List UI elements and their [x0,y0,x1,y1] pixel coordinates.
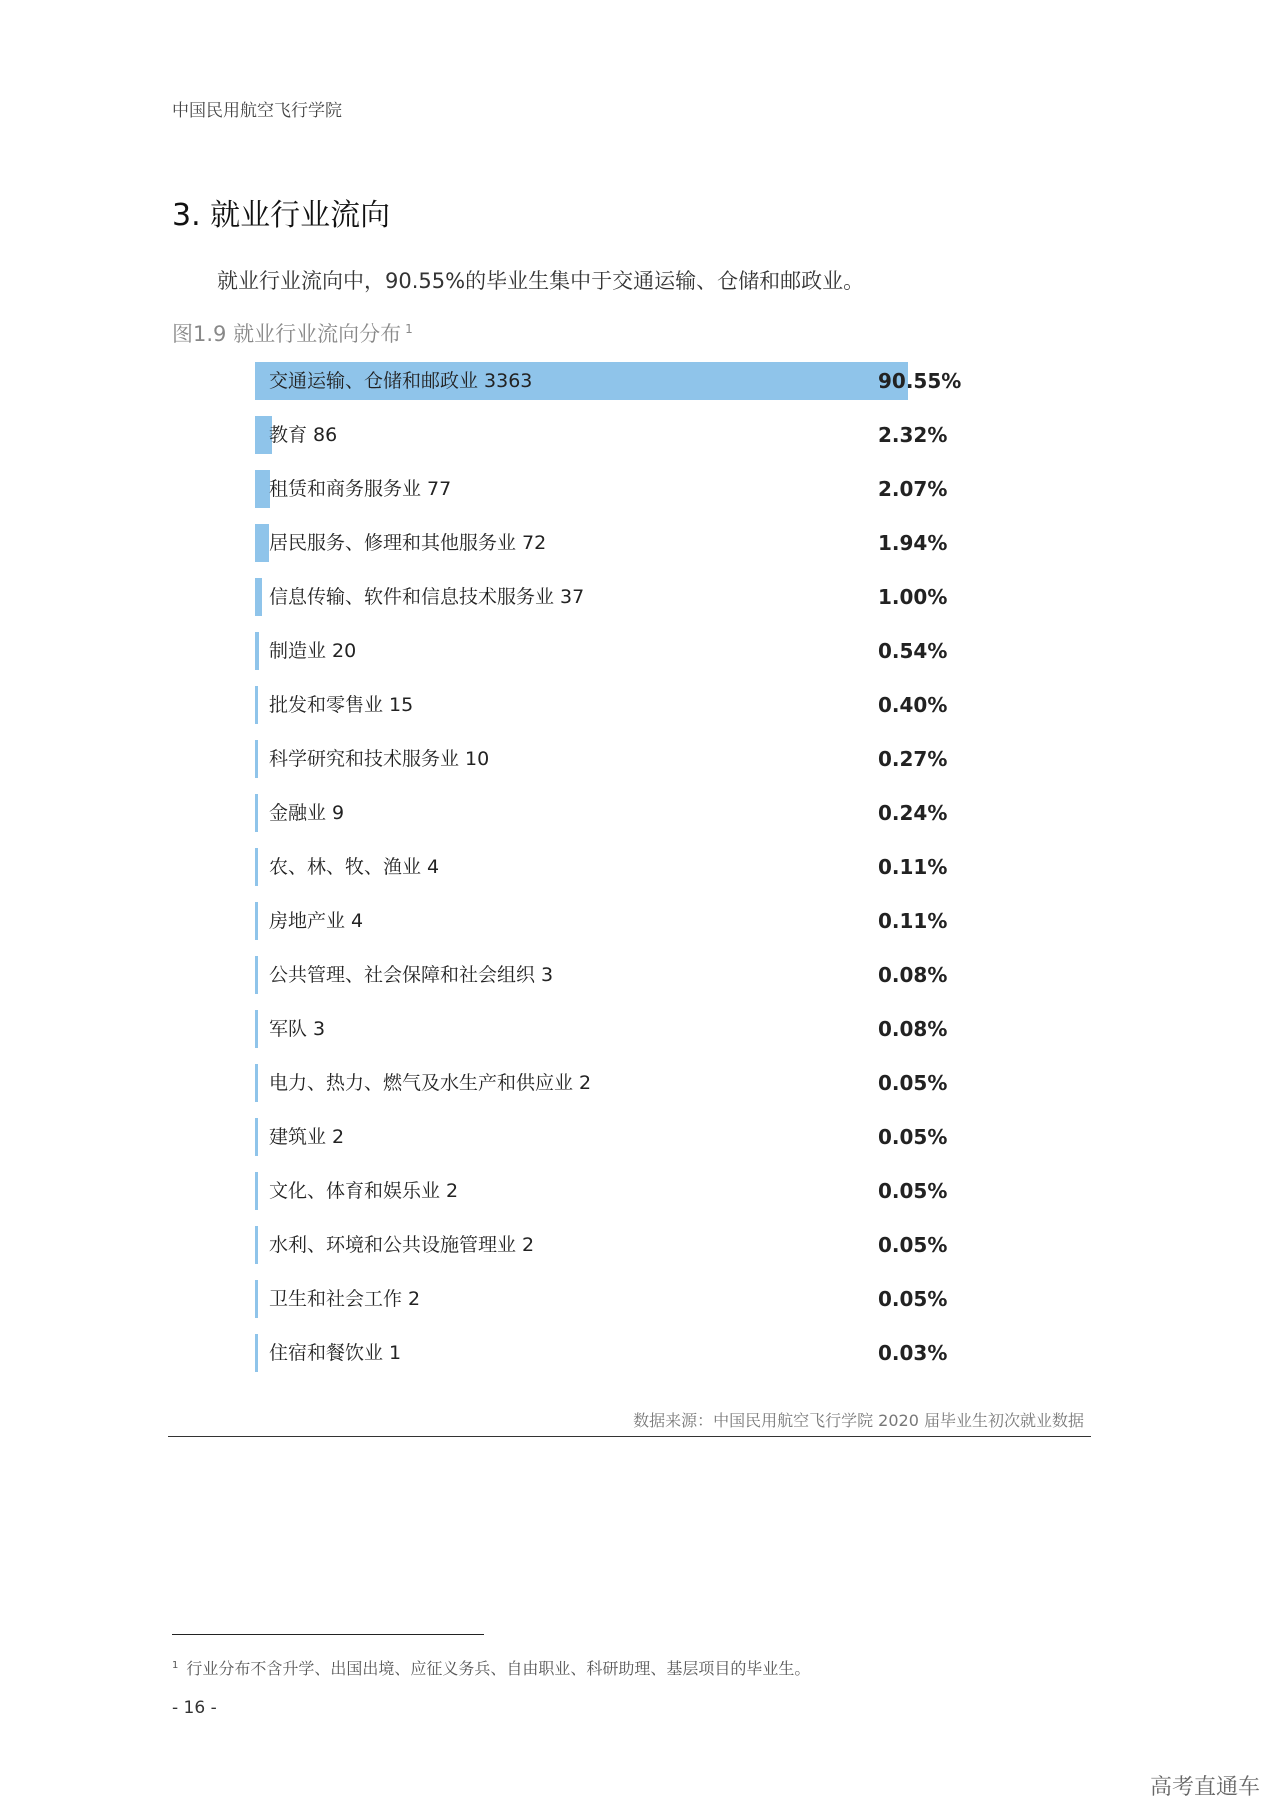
bar-percentage: 0.05% [878,1125,948,1149]
chart-row [250,1280,1010,1318]
bar [255,1226,258,1264]
bar [255,902,258,940]
bar [255,524,269,562]
bar-label: 水利、环境和公共设施管理业 2 [269,1234,535,1256]
chart-row [250,470,1010,508]
bar [255,578,262,616]
bar-label: 建筑业 2 [269,1126,345,1148]
bar-label: 电力、热力、燃气及水生产和供应业 2 [269,1072,592,1094]
bar-label: 制造业 20 [269,640,357,662]
footnote-text: 行业分布不含升学、出国出境、应征义务兵、自由职业、科研助理、基层项目的毕业生。 [186,1659,811,1678]
bar-percentage: 1.94% [878,531,948,555]
bar-label: 信息传输、软件和信息技术服务业 37 [269,586,585,608]
bar [255,1118,258,1156]
chart-row [250,362,1010,400]
section-title: 3. 就业行业流向 [172,198,391,233]
bar [255,1010,258,1048]
bar-label: 金融业 9 [269,802,345,824]
bar-percentage: 0.05% [878,1233,948,1257]
bar [255,1334,258,1372]
bar-percentage: 0.05% [878,1071,948,1095]
chart-row [250,632,1010,670]
bar-label: 住宿和餐饮业 1 [269,1342,402,1364]
bar-label: 公共管理、社会保障和社会组织 3 [269,964,554,986]
watermark: 高考直通车 [1149,1775,1260,1800]
bar-percentage: 1.00% [878,585,948,609]
chart-row [250,794,1010,832]
bar-percentage: 0.11% [878,855,948,879]
bar-percentage: 0.05% [878,1287,948,1311]
bar [255,686,258,724]
chart-row [250,524,1010,562]
bar-label: 居民服务、修理和其他服务业 72 [269,532,547,554]
bar-label: 批发和零售业 15 [269,694,414,716]
bar [255,470,270,508]
bar-percentage: 0.24% [878,801,948,825]
chart-row [250,956,1010,994]
chart-row [250,1118,1010,1156]
figure-footnote-ref: 1 [405,322,413,336]
chart-row [250,848,1010,886]
bar-percentage: 0.54% [878,639,948,663]
chart-row [250,1064,1010,1102]
bar-percentage: 0.05% [878,1179,948,1203]
chart-row [250,902,1010,940]
chart-row [250,1334,1010,1372]
bar-percentage: 2.32% [878,423,948,447]
bar-label: 文化、体育和娱乐业 2 [269,1180,459,1202]
bar [255,740,258,778]
page-number: - 16 - [172,1698,217,1718]
bar-percentage: 0.11% [878,909,948,933]
figure-caption [172,318,413,348]
bar-label: 卫生和社会工作 2 [269,1288,421,1310]
footnote-mark: 1 [172,1659,179,1671]
figure-caption-text: 图1.9 就业行业流向分布 [172,322,402,346]
intro-paragraph: 就业行业流向中，90.55%的毕业生集中于交通运输、仓储和邮政业。 [217,269,865,293]
bar-percentage: 2.07% [878,477,948,501]
chart-row [250,416,1010,454]
chart-row [250,1010,1010,1048]
bar [255,1064,258,1102]
bar [255,632,259,670]
footnote [172,1656,810,1679]
bar-label: 房地产业 4 [269,910,364,932]
bar-label: 科学研究和技术服务业 10 [269,748,490,770]
bar-percentage: 0.08% [878,1017,948,1041]
bar-label: 农、林、牧、渔业 4 [269,856,440,878]
bar-percentage: 0.08% [878,963,948,987]
bar [255,794,258,832]
source-divider [168,1436,1091,1437]
bar [255,848,258,886]
bar-percentage: 90.55% [878,369,962,393]
chart-row [250,1172,1010,1210]
bar [255,956,258,994]
data-source: 数据来源：中国民用航空飞行学院 2020 届毕业生初次就业数据 [633,1411,1084,1430]
chart-row [250,578,1010,616]
footnote-divider [172,1634,484,1635]
bar-label: 教育 86 [269,424,338,446]
chart-row [250,740,1010,778]
bar-percentage: 0.27% [878,747,948,771]
bar-label: 军队 3 [269,1018,326,1040]
chart-row [250,686,1010,724]
bar-label: 租赁和商务服务业 77 [269,478,452,500]
bar [255,1172,258,1210]
bar-label: 交通运输、仓储和邮政业 3363 [269,370,533,392]
bar [255,1280,258,1318]
bar-percentage: 0.03% [878,1341,948,1365]
bar-percentage: 0.40% [878,693,948,717]
header-org: 中国民用航空飞行学院 [172,101,342,121]
chart-row [250,1226,1010,1264]
